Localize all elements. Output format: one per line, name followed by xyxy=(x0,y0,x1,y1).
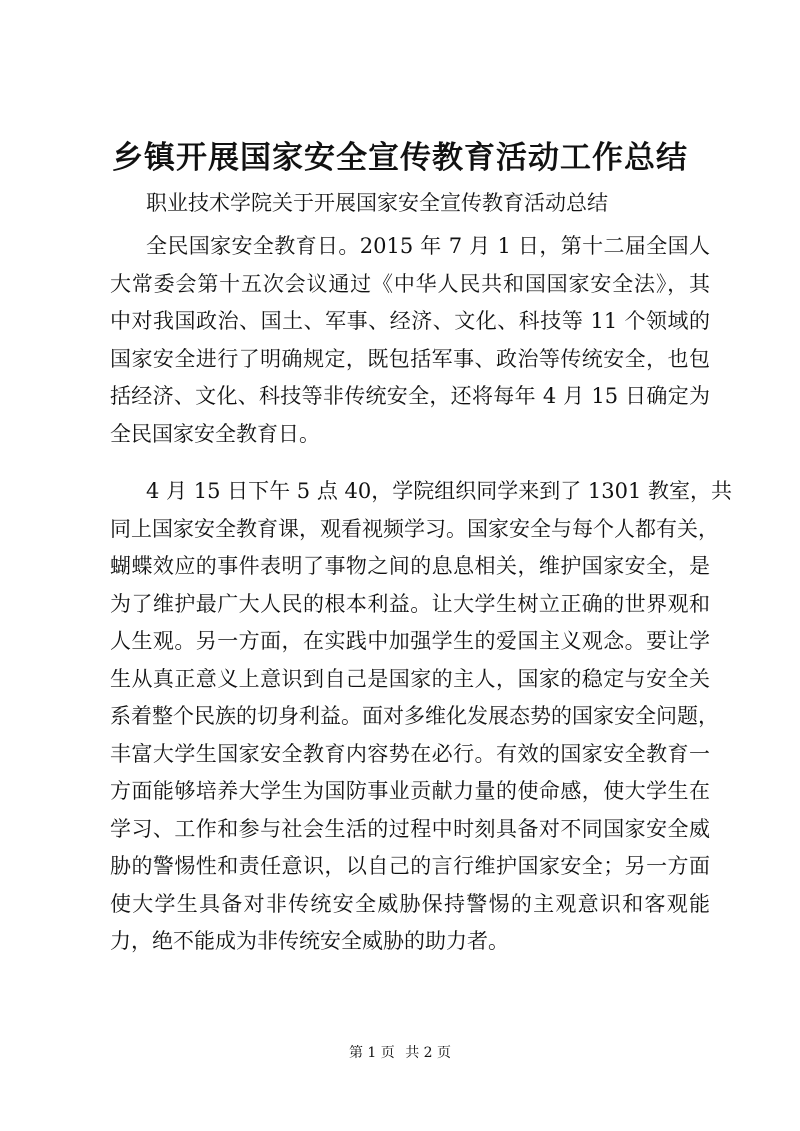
paragraph-line: 人生观。另一方面，在实践中加强学生的爱国主义观念。要让学 xyxy=(110,629,710,653)
paragraph-line: 力，绝不能成为非传统安全威胁的助力者。 xyxy=(110,929,509,953)
page-number-total: 共 2 页 xyxy=(405,1045,452,1061)
paragraph-line: 学习、工作和参与社会生活的过程中时刻具备对不同国家安全威 xyxy=(110,816,710,841)
paragraph-line: 生从真正意义上意识到自己是国家的主人，国家的稳定与安全关 xyxy=(110,666,710,691)
document-title: 乡镇开展国家安全宣传教育活动工作总结 xyxy=(112,140,688,176)
paragraph-line: 方面能够培养大学生为国防事业贡献力量的使命感，使大学生在 xyxy=(110,779,710,803)
paragraph-line: 全民国家安全教育日。 xyxy=(110,421,320,446)
paragraph-line: 系着整个民族的切身利益。面对多维化发展态势的国家安全问题， xyxy=(110,704,719,728)
document-subtitle: 职业技术学院关于开展国家安全宣传教育活动总结 xyxy=(146,191,608,215)
page-footer xyxy=(0,1043,800,1063)
paragraph-1 xyxy=(110,228,710,453)
paragraph-line: 丰富大学生国家安全教育内容势在必行。有效的国家安全教育一 xyxy=(110,741,710,766)
paragraph-line: 胁的警惕性和责任意识，以自己的言行维护国家安全；另一方面 xyxy=(110,854,710,878)
paragraph-line: 大常委会第十五次会议通过《中华人民共和国国家安全法》，其 xyxy=(110,271,710,296)
paragraph-line: 蝴蝶效应的事件表明了事物之间的息息相关，维护国家安全，是 xyxy=(110,554,710,578)
paragraph-line: 中对我国政治、国土、军事、经济、文化、科技等 11 个领域的 xyxy=(110,309,710,333)
paragraph-line: 4 月 15 日下午 5 点 40，学院组织同学来到了 1301 教室，共 xyxy=(146,479,733,503)
paragraph-line: 国家安全进行了明确规定，既包括军事、政治等传统安全，也包 xyxy=(110,346,710,371)
paragraph-line: 同上国家安全教育课，观看视频学习。国家安全与每个人都有关， xyxy=(110,516,719,541)
paragraph-2 xyxy=(110,473,733,961)
paragraph-line: 使大学生具备对非传统安全威胁保持警惕的主观意识和客观能 xyxy=(110,891,710,916)
paragraph-line: 全民国家安全教育日。2015 年 7 月 1 日，第十二届全国人 xyxy=(146,234,710,258)
paragraph-line: 为了维护最广大人民的根本利益。让大学生树立正确的世界观和 xyxy=(110,591,710,616)
paragraph-line: 括经济、文化、科技等非传统安全，还将每年 4 月 15 日确定为 xyxy=(110,384,710,408)
page-number-current: 第 1 页 xyxy=(348,1045,395,1061)
